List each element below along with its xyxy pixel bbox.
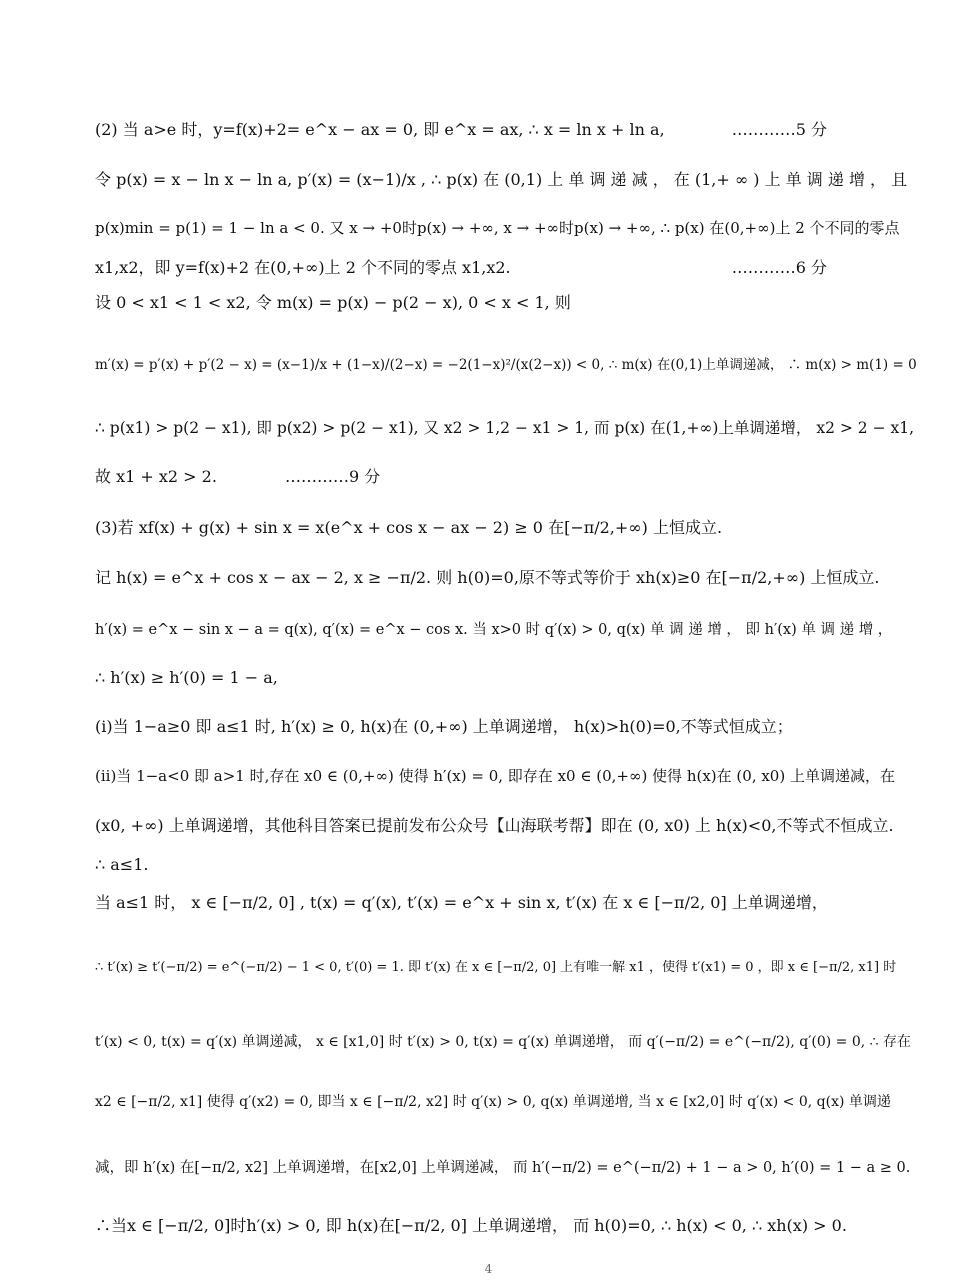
line-11: h′(x) = e^x − sin x − a = q(x), q′(x) = e^x − cos x. 当 x>0 时 q′(x) > 0, q(x) 单 调 递 增 ， 即 h′(x) 单 调 递 增 ， [95,622,893,638]
line-19: t′(x) < 0, t(x) = q′(x) 单调递减， x ∈ [x1,0] 时 t′(x) > 0, t(x) = q′(x) 单调递增， 而 q′(−π/2) = e^(−π/2), q′(0) = 0, ∴ 存在 [95,1034,912,1050]
line-13: (i)当 1−a≥0 即 a≤1 时, h′(x) ≥ 0, h(x)在 (0,+∞) 上单调递增， h(x)>h(0)=0,不等式恒成立； [95,717,793,736]
line-20: x2 ∈ [−π/2, x1] 使得 q′(x2) = 0, 即当 x ∈ [−π/2, x2] 时 q′(x) > 0, q(x) 单调递增, 当 x ∈ [x2,0] 时 q′(x) < 0, q(x) 单调递 [95,1094,891,1110]
line-4: x1,x2，即 y=f(x)+2 在(0,+∞)上 2 个不同的零点 x1,x2. …………6 分 [95,258,827,277]
line-21: 减，即 h′(x) 在[−π/2, x2] 上单调递增，在[x2,0] 上单调递减， 而 h′(−π/2) = e^(−π/2) + 1 − a > 0, h′(0) = 1 − a ≥ 0. [95,1160,911,1176]
line-1: (2) 当 a>e 时，y=f(x)+2= e^x − ax = 0, 即 e^x = ax, ∴ x = ln x + ln a, …………5 分 [95,120,827,139]
line-5: 设 0 < x1 < 1 < x2, 令 m(x) = p(x) − p(2 − x), 0 < x < 1, 则 [95,293,571,312]
score-6: …………6 分 [731,258,827,277]
line-12: ∴ h′(x) ≥ h′(0) = 1 − a, [95,668,278,687]
line-15: (x0, +∞) 上单调递增，其他科目答案已提前发布公众号【山海联考帮】即在 (0, x0) 上 h(x)<0,不等式不恒成立. [95,816,894,835]
page-number: 4 [484,1262,493,1276]
line-16: ∴ a≤1. [95,855,149,874]
line-9: (3)若 xf(x) + g(x) + sin x = x(e^x + cos x − ax − 2) ≥ 0 在[−π/2,+∞) 上恒成立. [95,518,723,537]
line-2: 令 p(x) = x − ln x − ln a, p′(x) = (x−1)/x , ∴ p(x) 在 (0,1) 上 单 调 递 减 ， 在 (1,+ ∞ ) 上 单 调 递 增 ， 且 [95,170,908,189]
line-22: ∴当x ∈ [−π/2, 0]时h′(x) > 0, 即 h(x)在[−π/2, 0] 上单调递增， 而 h(0)=0, ∴ h(x) < 0, ∴ xh(x) > 0. [95,1216,847,1235]
score-9: …………9 分 [285,467,381,486]
line-7: ∴ p(x1) > p(2 − x1), 即 p(x2) > p(2 − x1), 又 x2 > 1,2 − x1 > 1, 而 p(x) 在(1,+∞)上单调递增， x2 > 2 − x1, [95,419,915,437]
line-17: 当 a≤1 时， x ∈ [−π/2, 0] , t(x) = q′(x), t′(x) = e^x + sin x, t′(x) 在 x ∈ [−π/2, 0] 上单调递增， [95,893,828,912]
line-8: 故 x1 + x2 > 2. …………9 分 [95,467,381,486]
line-3: p(x)min = p(1) = 1 − ln a < 0. 又 x → +0时p(x) → +∞, x → +∞时p(x) → +∞, ∴ p(x) 在(0,+∞)上 2 个不同的零点 [95,219,900,237]
line-14: (ii)当 1−a<0 即 a>1 时,存在 x0 ∈ (0,+∞) 使得 h′(x) = 0, 即存在 x0 ∈ (0,+∞) 使得 h(x)在 (0, x0) 上单调递减，在 [95,767,895,785]
line-6: m′(x) = p′(x) + p′(2 − x) = (x−1)/x + (1−x)/(2−x) = −2(1−x)²/(x(2−x)) < 0, ∴ m(x) 在(0,1)上单调递减， ∴ m(x) > m(1) = 0 [95,357,917,373]
line-10: 记 h(x) = e^x + cos x − ax − 2, x ≥ −π/2. 则 h(0)=0,原不等式等价于 xh(x)≥0 在[−π/2,+∞) 上恒成立. [95,568,880,587]
score-5: …………5 分 [731,120,827,139]
line-18: ∴ t′(x) ≥ t′(−π/2) = e^(−π/2) − 1 < 0, t′(0) = 1. 即 t′(x) 在 x ∈ [−π/2, 0] 上有唯一解 x1 ，使得 t′(x1) = 0 ，即 x ∈ [−π/2, x1] 时 [95,960,897,975]
